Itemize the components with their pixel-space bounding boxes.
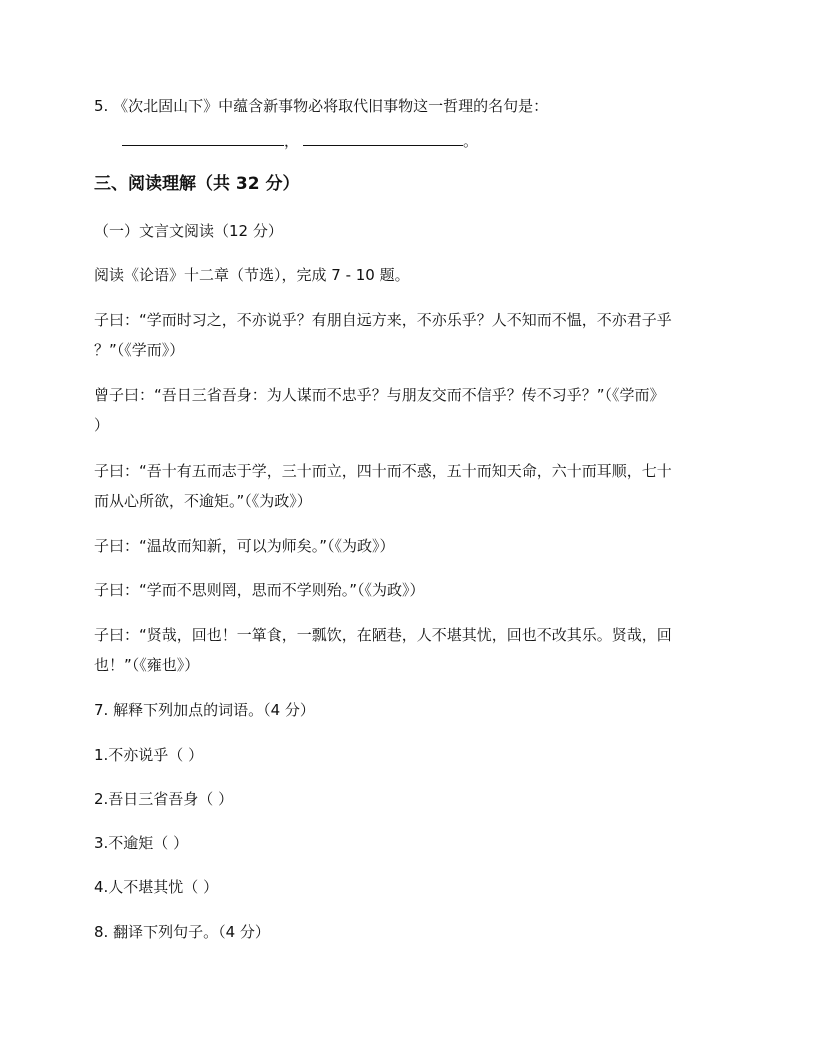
blank-end: 。 [463, 132, 479, 150]
passage-1-line-2: ？”（《学而》） [94, 341, 185, 359]
blank-separator: ， [284, 132, 300, 150]
passage-6-line-1: 子曰：“贤哉，回也！一箪食，一瓢饮，在陋巷，人不堪其忧，回也不改其乐。贤哉，回 [94, 626, 672, 644]
answer-blank-1[interactable] [122, 130, 284, 146]
passage-5-line-1: 子曰：“学而不思则罔，思而不学则殆。”（《为政》） [94, 581, 425, 599]
passage-1-line-1: 子曰：“学而时习之，不亦说乎？有朋自远方来，不亦乐乎？人不知而不愠，不亦君子乎 [94, 311, 672, 329]
question-7-title: 7. 解释下列加点的词语。（4 分） [94, 701, 315, 719]
passage-3-line-2: 而从心所欲，不逾矩。”（《为政》） [94, 492, 312, 510]
question-5-answer-line [122, 130, 752, 151]
question-7-item-4: 4.人不堪其忧（ ） [94, 878, 219, 896]
passage-2-line-2: ） [94, 416, 110, 434]
passage-3-line-1: 子曰：“吾十有五而志于学，三十而立，四十而不惑，五十而知天命，六十而耳顺，七十 [94, 462, 672, 480]
question-7-item-2: 2.吾日三省吾身（ ） [94, 790, 234, 808]
question-7-item-1: 1.不亦说乎（ ） [94, 746, 204, 764]
part-1-title: （一）文言文阅读（12 分） [94, 222, 283, 240]
question-7-item-3: 3.不逾矩（ ） [94, 834, 189, 852]
passage-2-line-1: 曾子曰：“吾日三省吾身：为人谋而不忠乎？与朋友交而不信乎？传不习乎？”（《学而》 [94, 386, 665, 404]
passage-4-line-1: 子曰：“温故而知新，可以为师矣。”（《为政》） [94, 537, 395, 555]
section-3-heading: 三、阅读理解（共 32 分） [94, 174, 300, 194]
question-5: 5. 《次北固山下》中蕴含新事物必将取代旧事物这一哲理的名句是： [94, 97, 549, 115]
part-1-instruction: 阅读《论语》十二章（节选），完成 7 - 10 题。 [94, 266, 410, 284]
answer-blank-2[interactable] [303, 130, 463, 146]
passage-6-line-2: 也！”（《雍也》） [94, 656, 200, 674]
question-8-title: 8. 翻译下列句子。（4 分） [94, 923, 270, 941]
